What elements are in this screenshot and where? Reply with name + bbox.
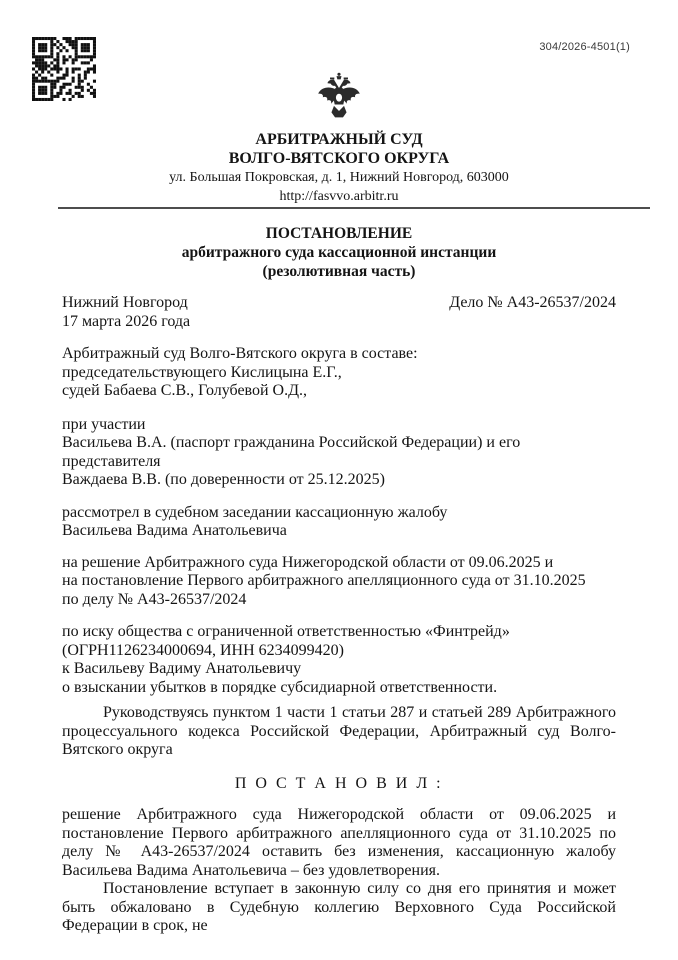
appealed-acts-line: по делу № А43-26537/2024 (62, 590, 247, 608)
participation-line: Васильева В.А. (паспорт гражданина Российской Федерации) и его представителя (62, 434, 521, 470)
resolution-paragraph: решение Арбитражного суда Нижегородской области от 09.06.2025 и постановление Первого арбитражного апелляционного суда от 31.10.2025 по делу № А43-26537/2024 оставить без изменения, кассационную жалобу Васильева Вадима Анатольевича – без удовлетворения. (62, 806, 616, 879)
court-name-line2: ВОЛГО-ВЯТСКОГО ОКРУГА (228, 150, 450, 167)
case-number: Дело № А43-26537/2024 (449, 294, 616, 311)
court-name-line1: АРБИТРАЖНЫЙ СУД (255, 131, 423, 148)
considered-line: рассмотрел в судебном заседании кассационную жалобу (62, 503, 448, 521)
claim-line: к Васильеву Вадиму Анатольевичу (62, 660, 302, 677)
court-address: ул. Большая Покровская, д. 1, Нижний Новгород, 603000 (169, 170, 509, 185)
header-divider (58, 207, 650, 209)
case-meta (62, 294, 616, 331)
entry-into-force-paragraph: Постановление вступает в законную силу со дня его принятия и может быть обжаловано в Судебную коллегию Верховного Суда Российской Федерации в срок, не (62, 880, 616, 934)
court-website: http://fasvvo.arbitr.ru (279, 189, 399, 204)
doc-title-line3: (резолютивная часть) (262, 263, 416, 280)
document-content (62, 0, 616, 936)
participation-line: при участии (62, 415, 146, 433)
participation (62, 416, 616, 490)
court-composition (62, 345, 616, 401)
claim-line: о взыскании убытков в порядке субсидиарной ответственности. (62, 678, 498, 696)
claim-line: (ОГРН1126234000694, ИНН 6234099420) (62, 641, 344, 659)
considered (62, 504, 616, 541)
claim (62, 623, 616, 697)
guided-by-paragraph: Руководствуясь пунктом 1 части 1 статьи 287 и статьей 289 Арбитражного процессуального кодекса Российской Федерации, Арбитражный суд Волго-Вятского округа (62, 704, 616, 758)
participation-line: Важдаева В.В. (по доверенности от 25.12.2025) (62, 471, 385, 488)
appealed-acts-line: на постановление Первого арбитражного апелляционного суда от 31.10.2025 (62, 572, 586, 589)
doc-title-line2: арбитражного суда кассационной инстанции (181, 244, 497, 261)
doc-date: 17 марта 2026 года (62, 312, 191, 330)
doc-title (62, 224, 616, 281)
russia-coat-of-arms-icon (316, 72, 362, 124)
appealed-acts-line: на решение Арбитражного суда Нижегородской области от 09.06.2025 и (62, 553, 554, 571)
composition-line: председательствующего Кислицына Е.Г., (62, 363, 342, 381)
city: Нижний Новгород (62, 294, 188, 311)
document-number: 304/2026-4501(1) (539, 41, 630, 53)
claim-line: по иску общества с ограниченной ответственностью «Финтрейд» (62, 623, 510, 640)
appealed-acts (62, 554, 616, 610)
resolved-heading: П О С Т А Н О В И Л : (234, 774, 444, 792)
composition-line: судей Бабаева С.В., Голубевой О.Д., (62, 382, 308, 399)
composition-line: Арбитражный суд Волго-Вятского округа в составе: (62, 345, 418, 362)
doc-title-line1: ПОСТАНОВЛЕНИЕ (265, 225, 413, 242)
considered-line: Васильева Вадима Анатольевича (62, 522, 287, 539)
